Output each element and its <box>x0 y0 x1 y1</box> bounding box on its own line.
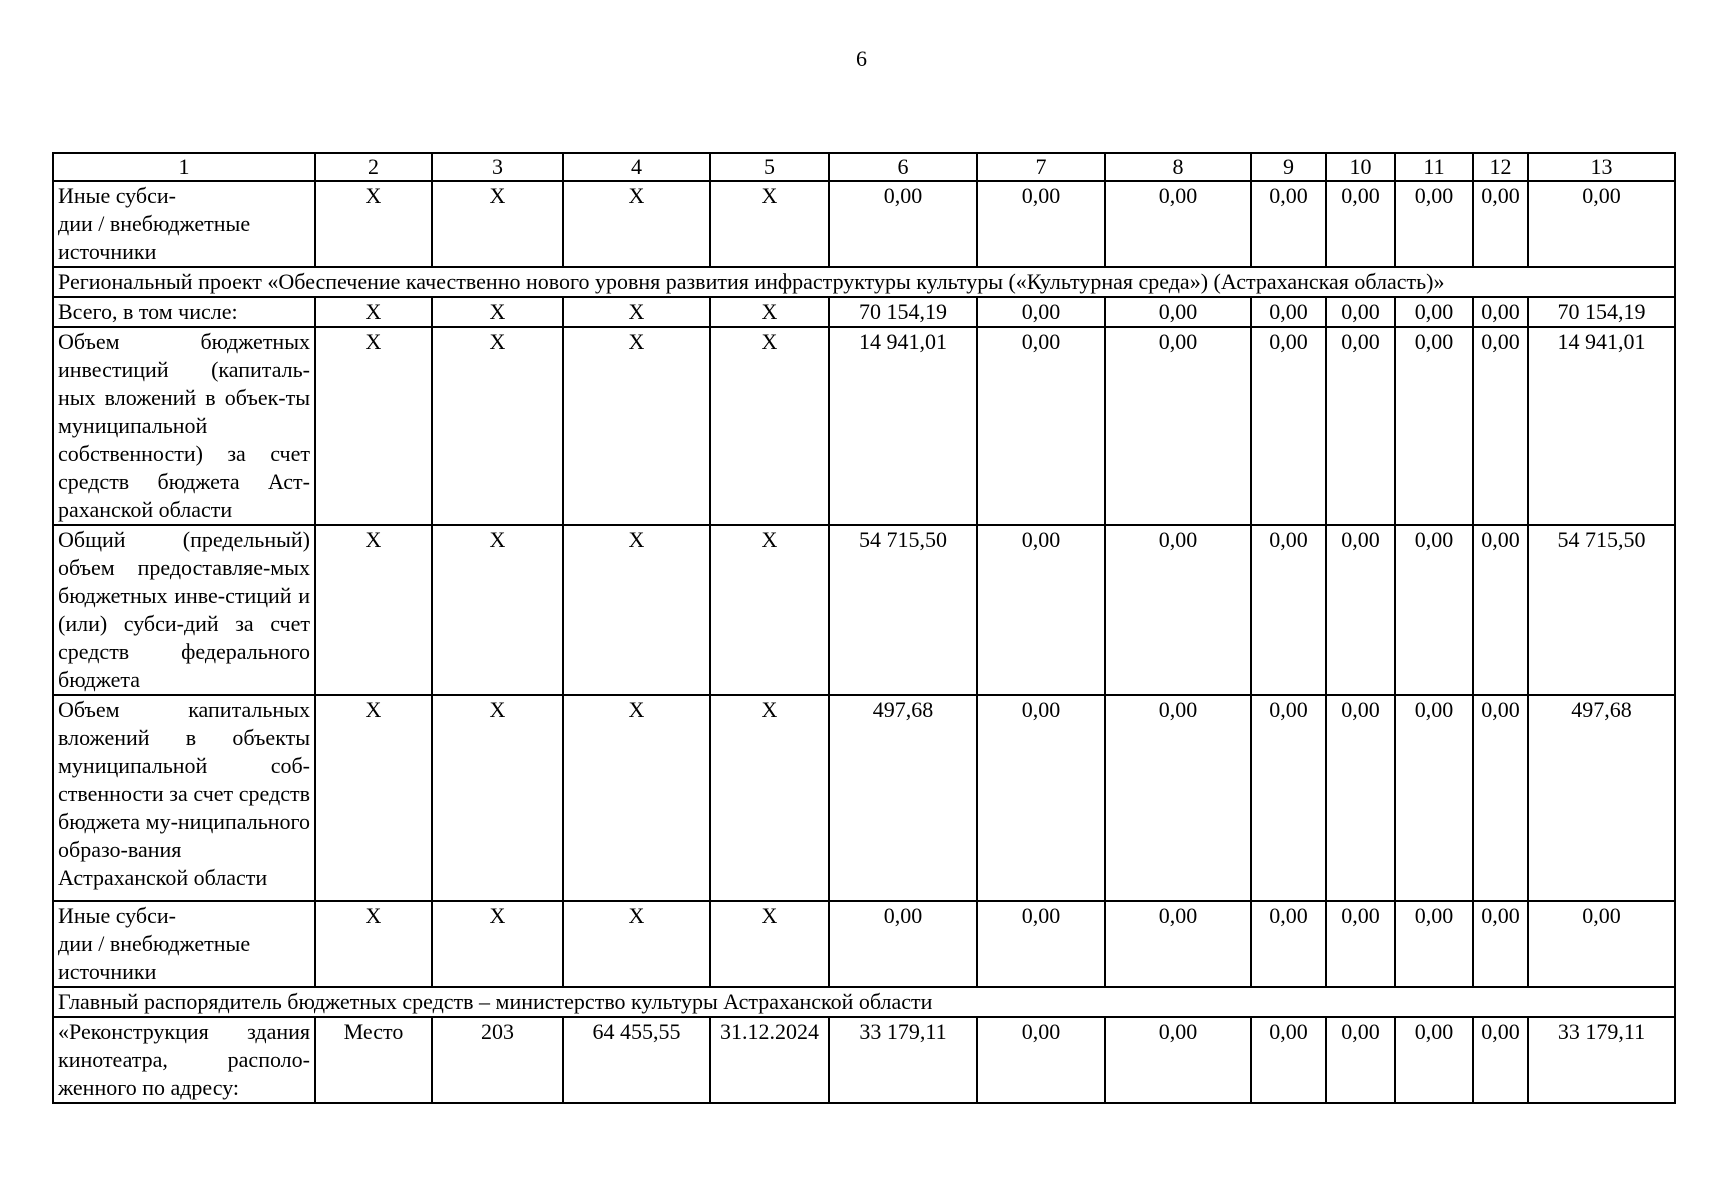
value-cell: 0,00 <box>977 695 1105 901</box>
value-cell: 14 941,01 <box>829 327 977 525</box>
value-cell: 0,00 <box>1105 695 1251 901</box>
value-cell: 0,00 <box>1528 901 1675 987</box>
column-number-cell: 1 <box>53 153 315 181</box>
value-cell: 0,00 <box>1473 1017 1528 1103</box>
value-cell: 0,00 <box>977 525 1105 695</box>
value-cell: 0,00 <box>1251 695 1326 901</box>
column-number-cell: 5 <box>710 153 829 181</box>
value-cell: 0,00 <box>1395 1017 1473 1103</box>
column-number-row <box>53 153 1675 181</box>
value-cell: 0,00 <box>1473 525 1528 695</box>
value-cell: 0,00 <box>1251 297 1326 327</box>
section-heading-row <box>53 987 1675 1017</box>
column-number-cell: 3 <box>432 153 563 181</box>
column-number-cell: 6 <box>829 153 977 181</box>
column-number-cell: 2 <box>315 153 432 181</box>
value-cell: 0,00 <box>1395 327 1473 525</box>
value-cell: X <box>710 901 829 987</box>
value-cell: X <box>315 901 432 987</box>
value-cell: X <box>710 181 829 267</box>
column-number-cell: 7 <box>977 153 1105 181</box>
value-cell: X <box>563 695 710 901</box>
value-cell: X <box>563 181 710 267</box>
row-description: Общий (предельный) объем предоставляе-мых бюджетных инве-стиций и (или) субси-дий за счет средств федерального бюджета <box>53 525 315 695</box>
value-cell: 0,00 <box>977 901 1105 987</box>
row-description: Всего, в том числе: <box>53 297 315 327</box>
value-cell: X <box>432 901 563 987</box>
value-cell: 0,00 <box>1473 901 1528 987</box>
value-cell: 0,00 <box>1395 525 1473 695</box>
value-cell: 0,00 <box>1473 695 1528 901</box>
value-cell: 64 455,55 <box>563 1017 710 1103</box>
section-heading-row <box>53 267 1675 297</box>
table-row <box>53 695 1675 901</box>
table-row <box>53 901 1675 987</box>
value-cell: X <box>432 327 563 525</box>
value-cell: 0,00 <box>1105 1017 1251 1103</box>
value-cell: 0,00 <box>1251 327 1326 525</box>
value-cell: 54 715,50 <box>829 525 977 695</box>
row-description: Объем капитальных вложений в объекты муниципальной соб-ственности за счет средств бюджета му-ниципального образо-вания Астраханской области <box>53 695 315 901</box>
value-cell: X <box>563 901 710 987</box>
value-cell: X <box>315 181 432 267</box>
value-cell: 0,00 <box>1326 901 1395 987</box>
value-cell: 0,00 <box>1251 1017 1326 1103</box>
value-cell: 0,00 <box>977 297 1105 327</box>
column-number-cell: 10 <box>1326 153 1395 181</box>
value-cell: 0,00 <box>1326 327 1395 525</box>
column-number-cell: 13 <box>1528 153 1675 181</box>
row-description: Иные субси- дии / внебюджетные источники <box>53 901 315 987</box>
column-number-cell: 11 <box>1395 153 1473 181</box>
value-cell: Место <box>315 1017 432 1103</box>
table-row <box>53 297 1675 327</box>
value-cell: 70 154,19 <box>1528 297 1675 327</box>
value-cell: X <box>710 695 829 901</box>
value-cell: 0,00 <box>1326 1017 1395 1103</box>
value-cell: 0,00 <box>1105 297 1251 327</box>
table-row <box>53 525 1675 695</box>
value-cell: 0,00 <box>1326 181 1395 267</box>
value-cell: 0,00 <box>1326 525 1395 695</box>
value-cell: 0,00 <box>1395 901 1473 987</box>
value-cell: 497,68 <box>829 695 977 901</box>
value-cell: 0,00 <box>829 901 977 987</box>
value-cell: X <box>315 525 432 695</box>
table-row <box>53 181 1675 267</box>
row-description: Иные субси- дии / внебюджетные источники <box>53 181 315 267</box>
row-description: «Реконструкция здания кинотеатра, располо-женного по адресу: <box>53 1017 315 1103</box>
value-cell: 0,00 <box>1251 525 1326 695</box>
value-cell: 0,00 <box>1395 297 1473 327</box>
value-cell: X <box>432 297 563 327</box>
value-cell: X <box>432 695 563 901</box>
budget-table <box>52 152 1676 1104</box>
value-cell: X <box>432 181 563 267</box>
value-cell: 31.12.2024 <box>710 1017 829 1103</box>
column-number-cell: 12 <box>1473 153 1528 181</box>
value-cell: 0,00 <box>829 181 977 267</box>
value-cell: X <box>710 327 829 525</box>
value-cell: X <box>432 525 563 695</box>
value-cell: 0,00 <box>1528 181 1675 267</box>
value-cell: X <box>315 695 432 901</box>
value-cell: 0,00 <box>1473 297 1528 327</box>
value-cell: 14 941,01 <box>1528 327 1675 525</box>
value-cell: 0,00 <box>977 327 1105 525</box>
value-cell: X <box>563 327 710 525</box>
value-cell: 33 179,11 <box>1528 1017 1675 1103</box>
value-cell: 0,00 <box>1473 327 1528 525</box>
value-cell: X <box>710 525 829 695</box>
value-cell: 203 <box>432 1017 563 1103</box>
value-cell: X <box>315 327 432 525</box>
value-cell: 0,00 <box>1326 297 1395 327</box>
column-number-cell: 9 <box>1251 153 1326 181</box>
column-number-cell: 4 <box>563 153 710 181</box>
value-cell: X <box>563 525 710 695</box>
value-cell: 0,00 <box>1105 327 1251 525</box>
value-cell: X <box>710 297 829 327</box>
value-cell: 0,00 <box>1105 525 1251 695</box>
column-number-cell: 8 <box>1105 153 1251 181</box>
value-cell: 0,00 <box>977 1017 1105 1103</box>
value-cell: 497,68 <box>1528 695 1675 901</box>
value-cell: X <box>315 297 432 327</box>
value-cell: 0,00 <box>1251 901 1326 987</box>
value-cell: 0,00 <box>1473 181 1528 267</box>
value-cell: 0,00 <box>977 181 1105 267</box>
table-row <box>53 1017 1675 1103</box>
value-cell: 0,00 <box>1326 695 1395 901</box>
row-description: Объем бюджетных инвестиций (капиталь-ных вложений в объек-ты муниципальной собственности) за счет средств бюджета Аст-раханской области <box>53 327 315 525</box>
value-cell: 33 179,11 <box>829 1017 977 1103</box>
value-cell: 0,00 <box>1395 181 1473 267</box>
value-cell: 70 154,19 <box>829 297 977 327</box>
table-row <box>53 327 1675 525</box>
value-cell: 0,00 <box>1105 901 1251 987</box>
page-number: 6 <box>856 46 867 71</box>
value-cell: X <box>563 297 710 327</box>
value-cell: 0,00 <box>1105 181 1251 267</box>
value-cell: 54 715,50 <box>1528 525 1675 695</box>
value-cell: 0,00 <box>1395 695 1473 901</box>
value-cell: 0,00 <box>1251 181 1326 267</box>
section-heading: Региональный проект «Обеспечение качественно нового уровня развития инфраструктуры культуры («Культурная среда») (Астраханская область)» <box>53 267 1675 297</box>
section-heading: Главный распорядитель бюджетных средств – министерство культуры Астраханской области <box>53 987 1675 1017</box>
